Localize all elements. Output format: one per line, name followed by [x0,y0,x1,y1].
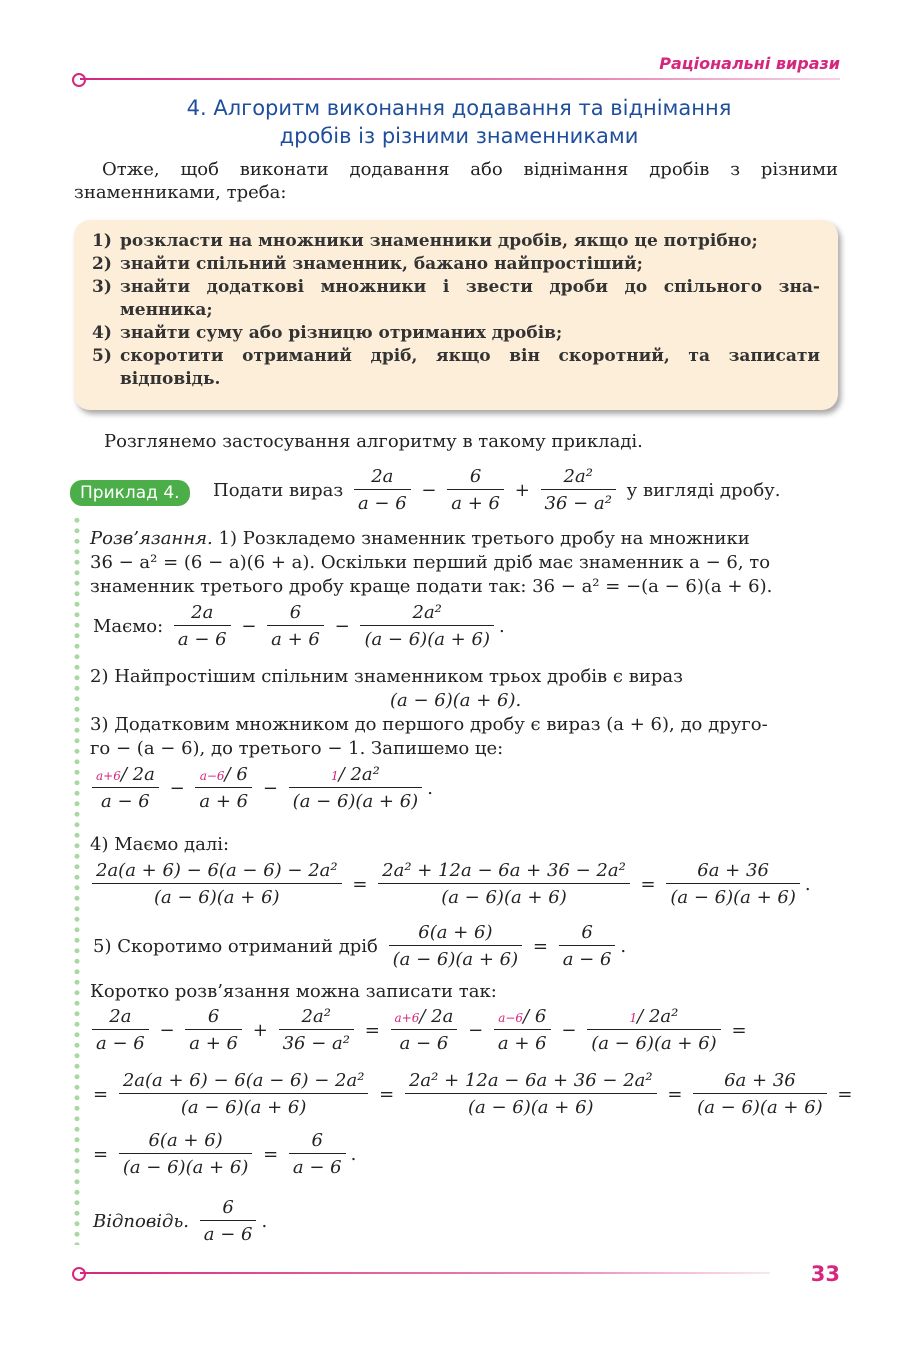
footer-line [80,1272,770,1274]
solution-step3-line1: 3) Додатковим множником до першого дробу є вираз (a + 6), до друго- [90,714,768,735]
solution-dotted-margin [74,515,80,1245]
section-title-line2: дробів із різними знаменниками [279,124,639,148]
page-number: 33 [810,1262,840,1286]
have-expression: Маємо: $\frac{2a}{a - 6}$ − $\frac{6}{a + 6}$ − $\frac{\text{2a²}}{(a - 6)(a + 6)}$ . [93,602,505,650]
intro-line1: Отже, щоб виконати додавання або віднімання дробів з різними [102,159,838,180]
extra-multipliers-expression: $\frac{a+6/ 2a}{a - 6}$ − $\frac{a-6/ 6}{a + 6}$ − $\frac{\text{1/ 2a²}}{(a - 6)(a + 6)}$ . [90,764,436,812]
step4-expression: $\frac{\text{2a(a + 6) − 6(a − 6) − 2a²}}{(a - 6)(a + 6)}$ = $\frac{\text{2a² + 12a − 6a + 36 − 2a²}}{(a - 6)(a + 6)}$ = $\frac{6a + 36}{(a - 6)(a + 6)}$ . [90,860,814,908]
header-line [80,78,840,80]
footer-ring-icon [72,1267,86,1281]
answer: Відповідь. $\frac{6}{a - 6}$ . [93,1197,268,1245]
example-task: Подати вираз $\frac{2a}{a - 6}$ − $\frac{6}{a + 6}$ + $\frac{\text{2a²}}{\text{36 − a²}}$ у вигляді дробу. [213,466,781,514]
algorithm-step: 4) знайти суму або різницю отриманих дробів; [92,323,563,343]
short-solution-line3: = $\frac{6(a + 6)}{(a - 6)(a + 6)}$ = $\frac{6}{a - 6}$ . [93,1130,357,1178]
short-solution-line2: = $\frac{\text{2a(a + 6) − 6(a − 6) − 2a²}}{(a - 6)(a + 6)}$ = $\frac{\text{2a² + 12a − 6a + 36 − 2a²}}{(a - 6)(a + 6)}$ = $\frac{6a + 36}{(a - 6)(a + 6)}$ = [93,1070,853,1118]
solution-step2-line2: (a − 6)(a + 6). [390,690,522,711]
example-badge: Приклад 4. [70,480,190,506]
running-title: Раціональні вирази [659,54,840,73]
short-solution-label: Коротко розв’язання можна записати так: [90,981,497,1002]
step5-expression: 5) Скоротимо отриманий дріб $\frac{6(a + 6)}{(a - 6)(a + 6)}$ = $\frac{6}{a - 6}$ . [93,922,627,970]
lead-text: Розглянемо застосування алгоритму в такому прикладі. [104,431,643,452]
header-ring-icon [72,73,86,87]
algorithm-box [74,220,838,410]
solution-step1-line3: знаменник третього дробу краще подати так: 36 − a² = −(a − 6)(a + 6). [90,576,773,597]
solution-step4: 4) Маємо далі: [90,834,230,855]
algorithm-step: 3) знайти додаткові множники і звести дроби до спільного зна-менника; [92,277,820,320]
algorithm-step: 1) розкласти на множники знаменники дробів, якщо це потрібно; [92,231,758,251]
algorithm-step: 5) скоротити отриманий дріб, якщо він скоротний, та записати відповідь. [92,346,820,389]
solution-step3-line2: го − (a − 6), до третього − 1. Запишемо це: [90,738,504,759]
intro-line2: знаменниками, треба: [74,182,287,203]
short-solution-line1: $\frac{2a}{a - 6}$ − $\frac{6}{a + 6}$ + $\frac{\text{2a²}}{\text{36 − a²}}$ = $\frac{a+6/ 2a}{a - 6}$ − $\frac{a-6/ 6}{a + 6}$ − $\frac{\text{1/ 2a²}}{(a - 6)(a + 6)}$ = [90,1006,750,1054]
solution-step1-line2: 36 − a² = (6 − a)(6 + a). Оскільки перший дріб має знаменник a − 6, то [90,552,771,573]
section-title-line1: 4. Алгоритм виконання додавання та віднімання [186,96,732,120]
solution-step1-line1: Розв’язання. 1) Розкладемо знаменник третього дробу на множники [90,528,750,549]
algorithm-step: 2) знайти спільний знаменник, бажано найпростіший; [92,254,643,274]
solution-step2-line1: 2) Найпростішим спільним знаменником трьох дробів є вираз [90,666,683,687]
algorithm-list [74,220,838,391]
